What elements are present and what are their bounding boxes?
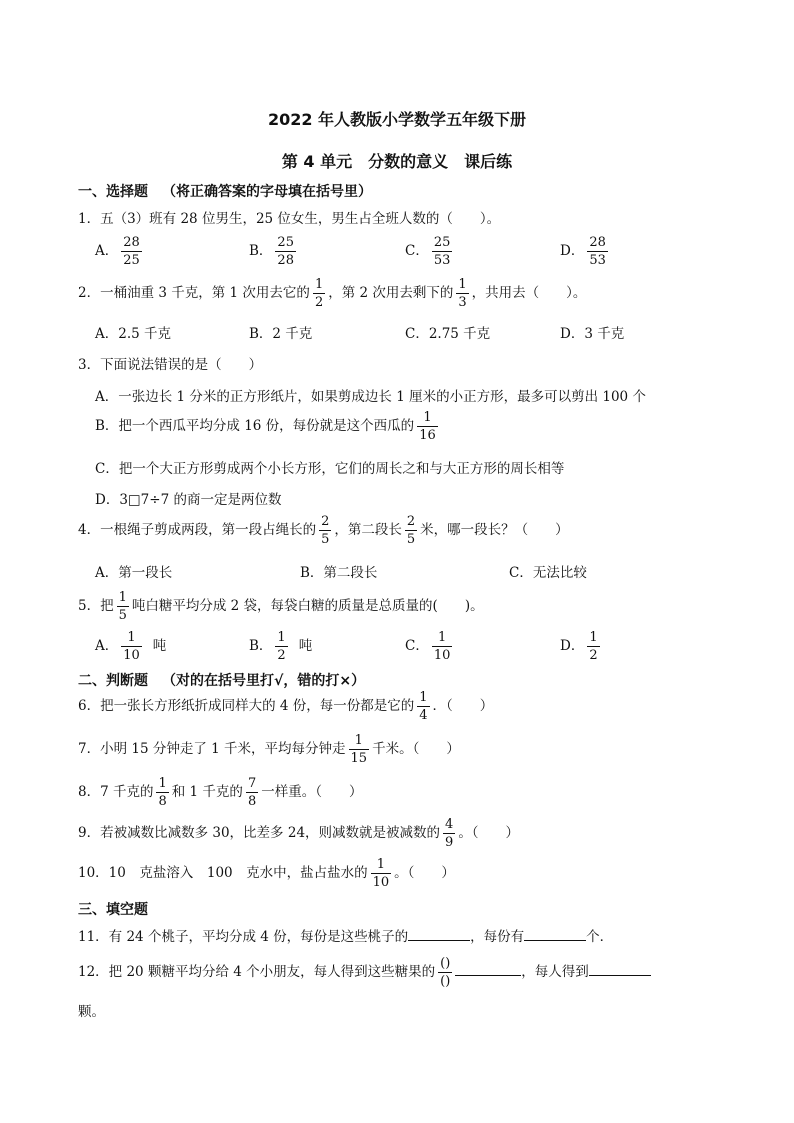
fraction xyxy=(587,631,599,662)
q3-option-a[interactable]: A．一张边长 1 分米的正方形纸片，如果剪成边长 1 厘米的小正方形，最多可以剪出 100 个 xyxy=(95,389,646,405)
question-9 xyxy=(78,818,519,849)
numerator: 1 xyxy=(314,277,324,292)
text: 一样重。（ ） xyxy=(261,784,363,800)
numerator: 1 xyxy=(349,734,370,750)
fraction xyxy=(313,278,325,309)
text: 9．若被减数比减数多 30，比差多 24，则减数就是被减数的 xyxy=(78,825,441,841)
q3-option-b[interactable] xyxy=(95,411,441,442)
fraction xyxy=(417,691,429,722)
denominator: 2 xyxy=(589,648,598,663)
denominator: 10 xyxy=(123,648,140,663)
question-6 xyxy=(78,691,493,722)
question-7 xyxy=(78,734,460,765)
text: ，每人得到 xyxy=(521,964,589,980)
denominator: 25 xyxy=(123,253,140,268)
answer-blank[interactable] xyxy=(408,926,470,941)
text: 5．把 xyxy=(78,598,114,614)
section-fill xyxy=(78,899,148,919)
text: 。（ ） xyxy=(394,865,455,881)
denominator: 53 xyxy=(589,253,606,268)
numerator: 4 xyxy=(445,817,454,832)
text: 米，哪一段长？（ ） xyxy=(420,522,569,538)
denominator: 28 xyxy=(277,253,294,268)
numerator: 2 xyxy=(321,514,330,529)
denominator: 10 xyxy=(372,875,390,890)
numerator: 28 xyxy=(123,235,140,250)
section-note: （对的在括号里打√，错的打×） xyxy=(162,673,366,689)
option-label: A． xyxy=(95,243,119,259)
page-title: 2022 年人教版小学数学五年级下册 xyxy=(267,110,527,129)
fraction xyxy=(432,631,453,662)
q1-option-d[interactable] xyxy=(560,236,611,267)
question-12 xyxy=(78,957,651,988)
text: 12．把 20 颗糖平均分给 4 个小朋友，每人得到这些糖果的 xyxy=(78,964,436,980)
denominator: 16 xyxy=(419,428,436,443)
denominator: 3 xyxy=(458,295,467,310)
question-2 xyxy=(78,278,586,309)
numerator: 1 xyxy=(432,631,453,647)
text: 11．有 24 个桃子，平均分成 4 份，每份是这些桃子的 xyxy=(78,929,409,945)
numerator: 1 xyxy=(417,411,438,427)
q5-option-c[interactable] xyxy=(405,631,455,662)
text: ，第二段长 xyxy=(334,522,402,538)
option-label: D． xyxy=(560,638,585,654)
numerator: 1 xyxy=(419,690,428,705)
question-12-continued: 颗。 xyxy=(78,1004,105,1020)
text: 10．10 克盐溶入 100 克水中，盐占盐水的 xyxy=(78,865,368,881)
q5-option-b[interactable] xyxy=(249,631,312,662)
answer-blank[interactable] xyxy=(589,961,651,976)
text: 4．一根绳子剪成两段，第一段占绳长的 xyxy=(78,522,317,538)
numerator: 1 xyxy=(371,858,392,874)
fraction xyxy=(319,515,331,546)
question-3: 3．下面说法错误的是（ ） xyxy=(78,357,263,373)
section-note: （将正确答案的字母填在括号里） xyxy=(162,184,372,200)
numerator: 1 xyxy=(158,776,167,791)
section-title: 二、判断题 xyxy=(78,673,148,689)
fraction xyxy=(156,777,168,808)
numerator: 1 xyxy=(589,630,598,645)
question-5 xyxy=(78,591,484,622)
denominator: 9 xyxy=(445,835,454,850)
answer-blank[interactable] xyxy=(524,926,586,941)
denominator: 5 xyxy=(118,608,127,623)
option-label: C． xyxy=(405,638,429,654)
section-title: 三、填空题 xyxy=(78,902,148,918)
fraction xyxy=(405,515,417,546)
numerator: 2 xyxy=(406,514,416,529)
q4-option-b[interactable]: B．第二段长 xyxy=(300,565,378,581)
numerator: 25 xyxy=(277,235,294,250)
q2-option-a[interactable]: A．2.5 千克 xyxy=(95,326,172,342)
q3-option-c[interactable]: C．把一个大正方形剪成两个小长方形，它们的周长之和与大正方形的周长相等 xyxy=(95,461,565,477)
fraction xyxy=(246,777,258,808)
denominator: 4 xyxy=(419,708,428,723)
unit: 吨 xyxy=(298,638,313,654)
fraction xyxy=(432,236,453,267)
question-11 xyxy=(78,925,613,945)
q1-option-b[interactable] xyxy=(249,236,299,267)
denominator: 8 xyxy=(247,794,257,809)
fraction xyxy=(456,278,468,309)
option-label: B． xyxy=(249,638,273,654)
fraction xyxy=(371,858,392,889)
section-title: 一、选择题 xyxy=(78,184,148,200)
denominator: 53 xyxy=(433,253,451,268)
fraction xyxy=(349,734,370,765)
fraction xyxy=(121,631,142,662)
denominator: () xyxy=(440,974,451,989)
option-label: A． xyxy=(95,638,119,654)
fraction xyxy=(275,236,296,267)
question-1: 1．五（3）班有 28 位男生，25 位女生，男生占全班人数的（ ）。 xyxy=(78,211,501,227)
numerator: 25 xyxy=(433,235,451,250)
text: ．（ ） xyxy=(432,698,494,714)
numerator: 1 xyxy=(458,277,467,292)
text: ，第 2 次用去剩下的 xyxy=(328,285,454,301)
q2-option-c[interactable]: C．2.75 千克 xyxy=(405,326,491,342)
option-label: B． xyxy=(249,243,273,259)
text: 个． xyxy=(586,929,614,945)
fraction-blank[interactable] xyxy=(438,957,452,988)
q1-option-c[interactable] xyxy=(405,236,455,267)
option-label: C． xyxy=(405,243,429,259)
q5-option-d[interactable] xyxy=(560,631,603,662)
text: 8．7 千克的 xyxy=(78,784,154,800)
denominator: 15 xyxy=(350,751,368,766)
text: ，每份有 xyxy=(470,929,525,945)
denominator: 2 xyxy=(277,648,286,663)
text: 7．小明 15 分钟走了 1 千米，平均每分钟走 xyxy=(78,741,346,757)
denominator: 5 xyxy=(406,532,416,547)
q5-option-a[interactable] xyxy=(95,631,166,662)
denominator: 10 xyxy=(433,648,451,663)
text: 6．把一张长方形纸折成同样大的 4 份，每一份都是它的 xyxy=(78,698,415,714)
q2-option-d[interactable]: D．3 千克 xyxy=(560,326,625,342)
text: 吨白糖平均分成 2 袋，每袋白糖的质量是总质量的( )。 xyxy=(131,598,484,614)
answer-blank[interactable] xyxy=(455,961,521,976)
option-label: D． xyxy=(560,243,585,259)
numerator: 7 xyxy=(247,776,257,791)
fraction xyxy=(117,591,129,622)
section-choice xyxy=(78,181,372,201)
fraction xyxy=(275,631,287,662)
text: 千米。（ ） xyxy=(372,741,460,757)
text: 。（ ） xyxy=(458,825,520,841)
fraction xyxy=(443,818,455,849)
denominator: 8 xyxy=(158,794,167,809)
fraction xyxy=(121,236,142,267)
section-judge xyxy=(78,670,365,690)
numerator: 28 xyxy=(589,235,606,250)
q1-option-a[interactable] xyxy=(95,236,145,267)
text: ，共用去（ ）。 xyxy=(471,285,587,301)
page-subtitle: 第 4 单元 分数的意义 课后练 xyxy=(281,152,513,171)
question-10 xyxy=(78,858,455,889)
q2-option-b[interactable]: B．2 千克 xyxy=(249,326,313,342)
unit: 吨 xyxy=(152,638,167,654)
denominator: 2 xyxy=(314,295,324,310)
numerator: 1 xyxy=(277,630,286,645)
q4-option-a[interactable]: A．第一段长 xyxy=(95,565,173,581)
denominator: 5 xyxy=(321,532,330,547)
text: 和 1 千克的 xyxy=(171,784,243,800)
numerator: 1 xyxy=(118,590,127,605)
text: 2．一桶油重 3 千克，第 1 次用去它的 xyxy=(78,285,310,301)
numerator: 1 xyxy=(121,631,142,647)
question-4 xyxy=(78,515,569,546)
fraction xyxy=(417,411,438,442)
fraction xyxy=(587,236,608,267)
q3-option-d[interactable]: D．3□7÷7 的商一定是两位数 xyxy=(95,492,282,508)
question-8 xyxy=(78,777,362,808)
q4-option-c[interactable]: C．无法比较 xyxy=(509,565,587,581)
text: B．把一个西瓜平均分成 16 份，每份就是这个西瓜的 xyxy=(95,418,415,434)
numerator: () xyxy=(440,956,451,971)
